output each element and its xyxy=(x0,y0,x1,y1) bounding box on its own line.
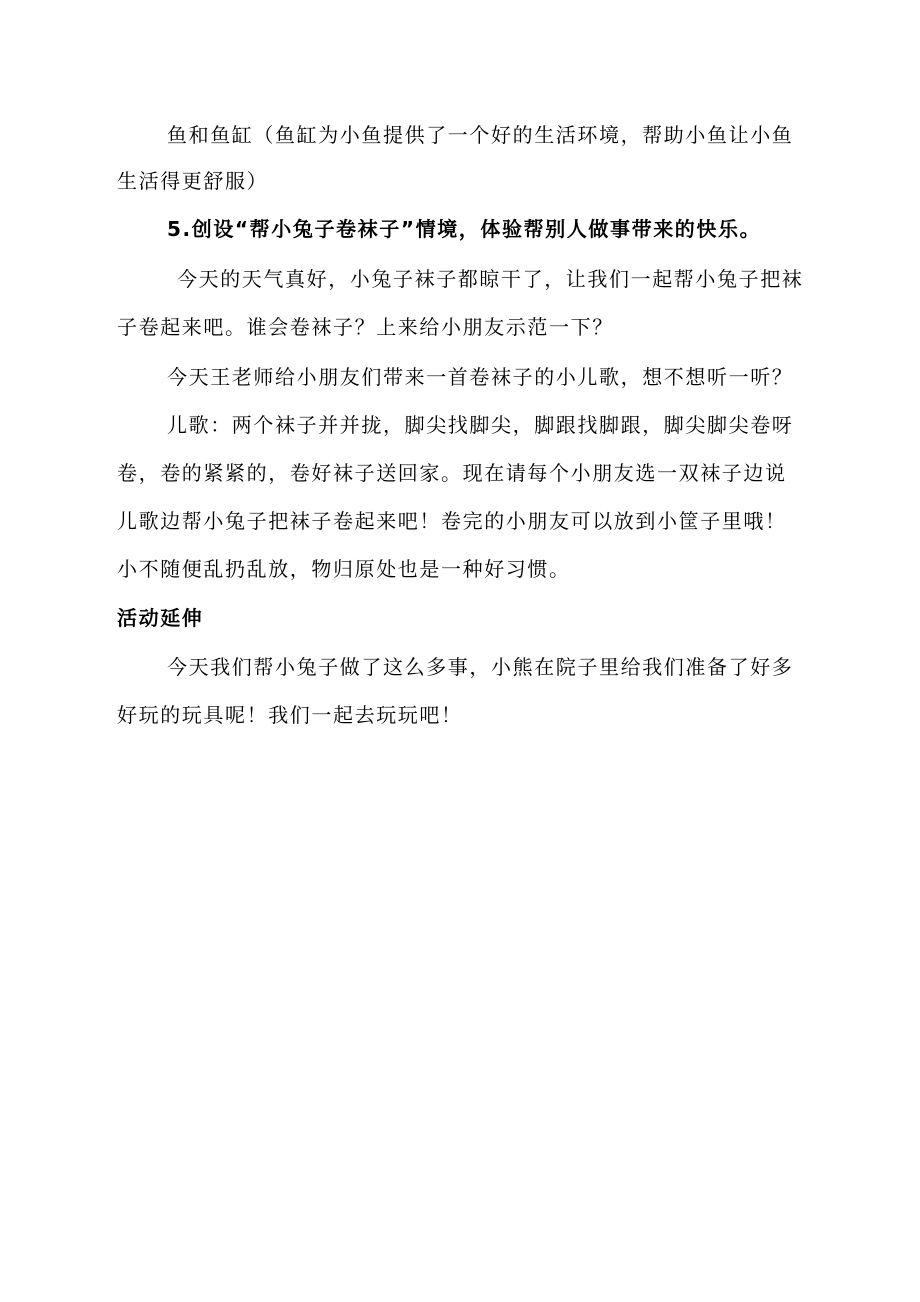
paragraph-extension-line-2: 好玩的玩具呢！我们一起去玩玩吧！ xyxy=(117,703,463,727)
paragraph-song-line-2: 卷，卷的紧紧的，卷好袜子送回家。现在请每个小朋友选一双袜子边说 xyxy=(117,461,787,485)
paragraph-song-intro: 今天王老师给小朋友们带来一首卷袜子的小儿歌，想不想听一听？ xyxy=(167,365,794,389)
paragraph-extension-line-1: 今天我们帮小兔子做了这么多事，小熊在院子里给我们准备了好多 xyxy=(167,655,794,679)
paragraph-fish-line-1: 鱼和鱼缸（鱼缸为小鱼提供了一个好的生活环境，帮助小鱼让小鱼 xyxy=(167,123,794,147)
paragraph-fish-line-2: 生活得更舒服） xyxy=(117,169,269,193)
heading-activity-extension: 活动延伸 xyxy=(117,606,204,630)
paragraph-weather-line-2: 子卷起来吧。谁会卷袜子？上来给小朋友示范一下？ xyxy=(117,315,614,339)
paragraph-song-line-3: 儿歌边帮小兔子把袜子卷起来吧！卷完的小朋友可以放到小筐子里哦！ xyxy=(117,509,787,533)
paragraph-weather-line-1: 今天的天气真好，小兔子袜子都晾干了，让我们一起帮小兔子把袜 xyxy=(177,267,804,291)
paragraph-song-line-1: 儿歌：两个袜子并并拢，脚尖找脚尖，脚跟找脚跟，脚尖脚尖卷呀 xyxy=(167,413,794,437)
heading-step-5: 5.创设“帮小兔子卷袜子”情境，体验帮别人做事带来的快乐。 xyxy=(167,217,762,241)
paragraph-song-line-4: 小不随便乱扔乱放，物归原处也是一种好习惯。 xyxy=(117,557,571,581)
